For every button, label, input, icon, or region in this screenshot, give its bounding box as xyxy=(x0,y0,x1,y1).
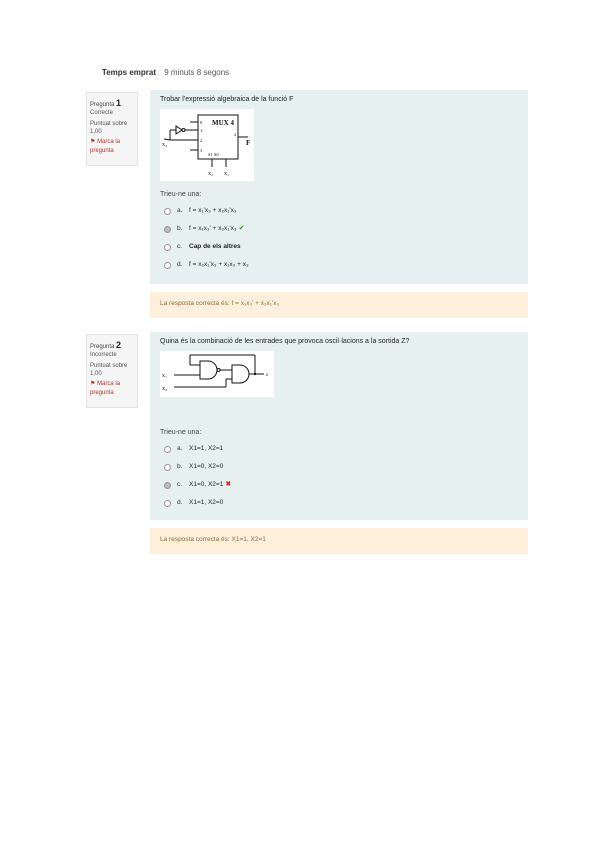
question-text: Quina és la combinació de les entrades que provoca oscil·lacions a la sortida Z? xyxy=(160,338,410,345)
option-d[interactable]: d. X1=1, X2=0 xyxy=(160,494,518,512)
label-x3: x₃ xyxy=(162,142,168,148)
question-2-info xyxy=(86,334,138,408)
mux-selectors: S1 S0 xyxy=(208,152,219,157)
question-1-feedback: La resposta correcta és: f = x₁x₃' + x₂x₁'x₃ xyxy=(150,292,528,318)
option-text: Cap de els altres xyxy=(189,243,241,250)
flag-icon: ⚑ xyxy=(90,139,96,146)
option-c[interactable]: c. X1=0, X2=1 ✖ xyxy=(160,476,518,494)
option-d[interactable]: d. f = x₂x₁'x₃ + x₁x₃ + x₃ xyxy=(160,256,518,274)
flag-icon: ⚑ xyxy=(90,381,96,388)
question-mark: Puntuat sobre 1,00 xyxy=(90,363,128,378)
option-text: f = x₂x₁'x₃ + x₁x₃ + x₃ xyxy=(189,261,249,268)
radio-button-selected[interactable] xyxy=(164,482,171,489)
correct-check-icon: ✔ xyxy=(238,225,245,232)
option-b[interactable]: b. f = x₁x₃' + x₂x₁'x₃ ✔ xyxy=(160,220,518,238)
radio-button[interactable] xyxy=(164,464,171,471)
time-value: 9 minuts 8 segons xyxy=(164,68,230,77)
option-a[interactable]: a. X1=1, X2=1 xyxy=(160,440,518,458)
option-text: X1=0, X2=0 xyxy=(189,463,224,470)
flag-question-link[interactable]: ⚑ Marca la pregunta xyxy=(90,381,121,396)
radio-button[interactable] xyxy=(164,500,171,507)
mux-circuit-diagram xyxy=(160,109,254,181)
label-x2: x₂ xyxy=(208,171,214,177)
radio-button[interactable] xyxy=(164,208,171,215)
question-2-feedback: La resposta correcta és: X1=1, X2=1 xyxy=(150,528,528,554)
option-text: X1=1, X2=0 xyxy=(189,499,224,506)
incorrect-cross-icon: ✖ xyxy=(225,481,232,488)
radio-button[interactable] xyxy=(164,244,171,251)
choose-prompt: Trieu-ne una: xyxy=(160,191,202,198)
question-state: Correcte xyxy=(90,110,114,117)
option-text: f = x₁x₃' + x₂x₁'x₃ xyxy=(189,225,237,232)
output-f: F xyxy=(246,139,251,147)
svg-text:2: 2 xyxy=(200,138,203,143)
question-1-info xyxy=(86,92,138,166)
question-2-box xyxy=(150,332,528,520)
oscillation-circuit-diagram xyxy=(160,351,274,397)
radio-button-selected[interactable] xyxy=(164,226,171,233)
radio-button[interactable] xyxy=(164,446,171,453)
option-c[interactable]: c. Cap de els altres xyxy=(160,238,518,256)
option-text: X1=0, X2=1 xyxy=(189,481,224,488)
option-text: X1=1, X2=1 xyxy=(189,445,224,452)
label-x2: x₂ xyxy=(162,386,168,392)
radio-button[interactable] xyxy=(164,262,171,269)
question-number: Pregunta 1 xyxy=(90,98,122,108)
svg-text:2: 2 xyxy=(234,132,237,137)
question-1-box xyxy=(150,90,528,284)
time-summary-row xyxy=(86,68,526,82)
label-z: z xyxy=(266,373,269,378)
question-text: Trobar l'expressió algebraica de la funció F xyxy=(160,96,294,103)
svg-text:3: 3 xyxy=(200,148,203,153)
label-x1: x₁ xyxy=(224,171,230,177)
svg-text:1: 1 xyxy=(200,128,203,133)
option-text: f = x₁'x₃ + x₂x₁'x₃ xyxy=(189,207,237,214)
option-a[interactable]: a. f = x₁'x₃ + x₂x₁'x₃ xyxy=(160,202,518,220)
svg-text:0: 0 xyxy=(200,120,203,125)
label-x1: x₁ xyxy=(162,373,168,379)
option-b[interactable]: b. X1=0, X2=0 xyxy=(160,458,518,476)
question-number: Pregunta 2 xyxy=(90,340,122,350)
question-state: Incorrecte xyxy=(90,352,117,359)
time-label: Temps emprat xyxy=(101,68,156,77)
mux-title: MUX 4 xyxy=(212,119,234,127)
choose-prompt: Trieu-ne una: xyxy=(160,429,202,436)
flag-question-link[interactable]: ⚑ Marca la pregunta xyxy=(90,139,121,154)
question-mark: Puntuat sobre 1,00 xyxy=(90,121,128,136)
